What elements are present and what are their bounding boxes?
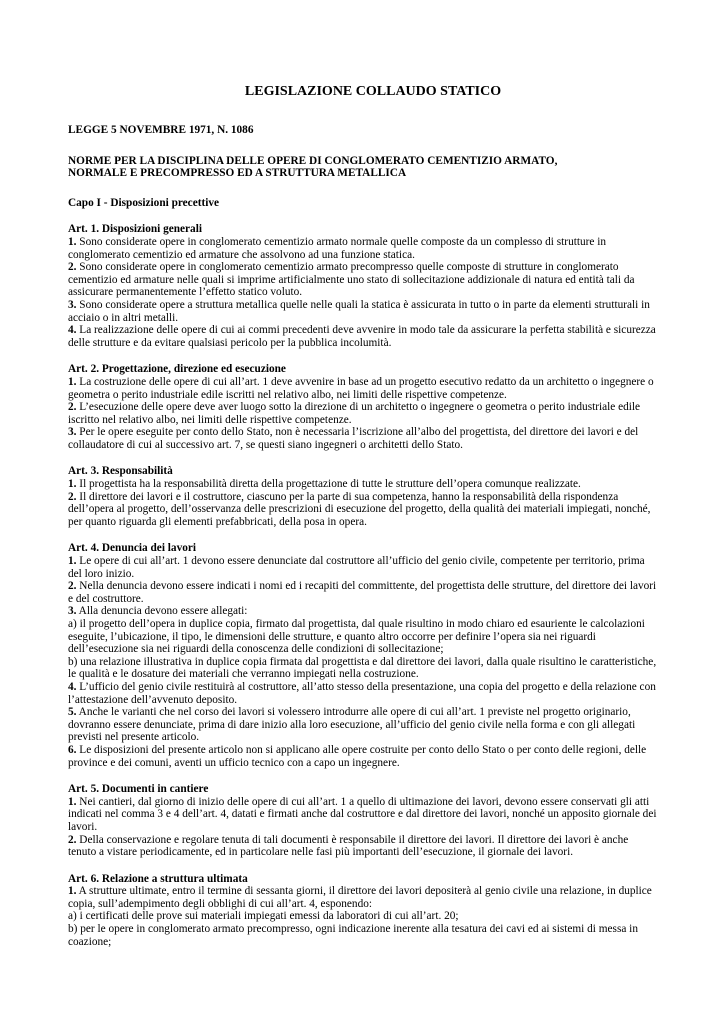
article-paragraph [68, 324, 658, 349]
articles-list [68, 223, 658, 948]
article-paragraph [68, 580, 658, 605]
paragraph-number: 3. [68, 426, 77, 439]
article-paragraph [68, 401, 658, 426]
article-paragraph [68, 681, 658, 706]
paragraph-number: 3. [68, 298, 77, 311]
paragraph-text: Il progettista ha la responsabilità diretta della progettazione di tutte le strutture dell’opera comunque realizzate. [76, 478, 581, 491]
paragraph-number: 2. [68, 580, 77, 593]
paragraph-text: Sono considerate opere in conglomerato cementizio armato precompresso quelle composte di strutture in conglomerato cementizio ed armature nelle quali si imprime artificialmente uno stato di sollecitazione addizionale di natura ed entità tali da assicurare permanentemente l’effetto statico voluto. [68, 261, 635, 299]
paragraph-text: La costruzione delle opere di cui all’art. 1 deve avvenire in base ad un progetto esecutivo redatto da un architetto o ingegnere o geometra o perito industriale edile iscritti nel relativo albo, nei limiti delle rispettive competenze. [68, 375, 654, 401]
paragraph-text: a) i certificati delle prove sui materiali impiegati emessi da laboratori di cui all’art. 20; [68, 910, 459, 923]
article-title: Art. 4. Denuncia dei lavori [68, 542, 197, 555]
page-title: LEGISLAZIONE COLLAUDO STATICO [244, 84, 502, 99]
article [68, 783, 658, 859]
article-paragraph [68, 656, 658, 681]
law-subtitle-line: NORME PER LA DISCIPLINA DELLE OPERE DI CONGLOMERATO CEMENTIZIO ARMATO, [68, 154, 558, 167]
paragraph-text: Alla denuncia devono essere allegati: [76, 605, 248, 618]
paragraph-text: L’esecuzione delle opere deve aver luogo sotto la direzione di un architetto o ingegnere o geometra o perito industriale edile iscritto nel relativo albo, nei limiti delle rispettive competenze. [68, 401, 641, 426]
law-reference: LEGGE 5 NOVEMBRE 1971, N. 1086 [68, 124, 254, 136]
article [68, 542, 658, 769]
article-paragraph [68, 618, 658, 656]
paragraph-number: 1. [68, 795, 77, 808]
paragraph-text: Nella denuncia devono essere indicati i nomi ed i recapiti del committente, del progettista delle strutture, del direttore dei lavori e del costruttore. [68, 580, 657, 605]
paragraph-number: 4. [68, 324, 77, 337]
chapter-heading: Capo I - Disposizioni precettive [68, 196, 220, 209]
article-paragraph [68, 605, 658, 618]
article-title: Art. 6. Relazione a struttura ultimata [68, 872, 248, 885]
document-page [68, 84, 658, 948]
article [68, 223, 658, 349]
article-paragraph [68, 478, 658, 491]
paragraph-text: Le opere di cui all’art. 1 devono essere denunciate dal costruttore all’ufficio del genio civile, competente per territorio, prima del loro inizio. [68, 555, 645, 580]
paragraph-text: L’ufficio del genio civile restituirà al costruttore, all’atto stesso della presentazione, una copia del progetto e della relazione con l’attestazione dell’avvenuto deposito. [68, 680, 656, 706]
article-paragraph [68, 910, 658, 923]
article-paragraph [68, 834, 658, 859]
article [68, 873, 658, 949]
paragraph-number: 6. [68, 743, 77, 756]
paragraph-number: 2. [68, 401, 77, 414]
paragraph-text: Nei cantieri, dal giorno di inizio delle opere di cui all’art. 1 a quello di ultimazione dei lavori, devono essere conservati gli atti indicati nel comma 3 e 4 dell’art. 4, datati e firmati anche dal costruttore e dal direttore dei lavori, nonché un apposito giornale dei lavori. [68, 795, 657, 833]
paragraph-text: Della conservazione e regolare tenuta di tali documenti è responsabile il direttore dei lavori. Il direttore dei lavori è anche tenuto a vistare periodicamente, ed in particolare nelle fasi più importanti dell’esecuzione, il giornale dei lavori. [68, 833, 629, 859]
article-paragraph [68, 376, 658, 401]
paragraph-text: Le disposizioni del presente articolo non si applicano alle opere costruite per conto dello Stato o per conto delle regioni, delle province e dei comuni, aventi un ufficio tecnico con a capo un ingegnere. [68, 743, 647, 769]
paragraph-number: 5. [68, 706, 77, 719]
article-paragraph [68, 744, 658, 769]
paragraph-text: b) per le opere in conglomerato armato precompresso, ogni indicazione inerente alla tesatura dei cavi ed ai sistemi di messa in coazione; [68, 923, 638, 948]
paragraph-number: 1. [68, 555, 77, 568]
paragraph-number: 1. [68, 885, 77, 898]
article-paragraph [68, 261, 658, 299]
paragraph-text: a) il progetto dell’opera in duplice copia, firmato dal progettista, dal quale risultino in modo chiaro ed esauriente le calcolazioni eseguite, l’ubicazione, il tipo, le dimensioni delle strutture, e quanto altro occorre per definire l’opera sia nei riguardi dell’esecuzione sia nei riguardi della conoscenza delle condizioni di sollecitazione; [68, 618, 645, 656]
article-title: Art. 2. Progettazione, direzione ed esecuzione [68, 363, 286, 376]
article [68, 465, 658, 528]
paragraph-number: 3. [68, 605, 77, 618]
paragraph-text: Per le opere eseguite per conto dello Stato, non è necessaria l’iscrizione all’albo del progettista, del direttore dei lavori e del collaudatore di cui al successivo art. 7, se questi siano ingegneri o architetti dello Stato. [68, 426, 639, 451]
article-paragraph [68, 885, 658, 910]
article-paragraph [68, 796, 658, 834]
article-paragraph [68, 426, 658, 451]
paragraph-text: A strutture ultimate, entro il termine di sessanta giorni, il direttore dei lavori depositerà al genio civile una relazione, in duplice copia, sull’adempimento degli obblighi di cui all’art. 4, esponendo: [68, 885, 652, 910]
article-title: Art. 5. Documenti in cantiere [68, 783, 209, 796]
paragraph-number: 4. [68, 680, 77, 693]
law-subtitle-line: NORMALE E PRECOMPRESSO ED A STRUTTURA METALLICA [68, 167, 407, 180]
article-title: Art. 1. Disposizioni generali [68, 223, 202, 236]
article [68, 363, 658, 451]
paragraph-number: 2. [68, 833, 77, 846]
paragraph-text: b) una relazione illustrativa in duplice copia firmata dal progettista e dal direttore dei lavori, dalla quale risultino le caratteristiche, le qualità e le dosature dei materiali che verranno impiegati nella costruzione. [68, 655, 657, 681]
article-paragraph [68, 923, 658, 948]
paragraph-number: 1. [68, 478, 77, 491]
paragraph-number: 2. [68, 490, 77, 503]
article-paragraph [68, 299, 658, 324]
paragraph-number: 2. [68, 261, 77, 274]
paragraph-text: Sono considerate opere in conglomerato cementizio armato normale quelle composte da un complesso di strutture in conglomerato cementizio ed armature che assolvono ad una funzione statica. [68, 235, 607, 261]
paragraph-number: 1. [68, 235, 77, 248]
paragraph-text: Sono considerate opere a struttura metallica quelle nelle quali la statica è assicurata in tutto o in parte da elementi strutturali in acciaio o in altri metalli. [68, 298, 650, 324]
law-subtitle [68, 155, 658, 180]
article-paragraph [68, 491, 658, 529]
paragraph-text: Anche le varianti che nel corso dei lavori si volessero introdurre alle opere di cui all’art. 1 previste nel progetto originario, dovranno essere denunciate, prima di dare inizio alla loro esecuzione, all’ufficio del genio civile nella forma e con gli allegati previsti nel presente articolo. [68, 706, 636, 744]
article-title: Art. 3. Responsabilità [68, 465, 173, 478]
article-paragraph [68, 555, 658, 580]
paragraph-text: La realizzazione delle opere di cui ai commi precedenti deve avvenire in modo tale da assicurare la perfetta stabilità e sicurezza delle strutture e da evitare qualsiasi pericolo per la pubblica incolumità. [68, 324, 656, 349]
paragraph-text: Il direttore dei lavori e il costruttore, ciascuno per la parte di sua competenza, hanno la responsabilità della rispondenza dell’opera al progetto, dell’osservanza delle prescrizioni di esecuzione del progetto, della qualità dei materiali impiegati, nonché, per quanto riguarda gli elementi prefabbricati, della posa in opera. [68, 490, 651, 528]
article-paragraph [68, 236, 658, 261]
article-paragraph [68, 706, 658, 744]
paragraph-number: 1. [68, 375, 77, 388]
